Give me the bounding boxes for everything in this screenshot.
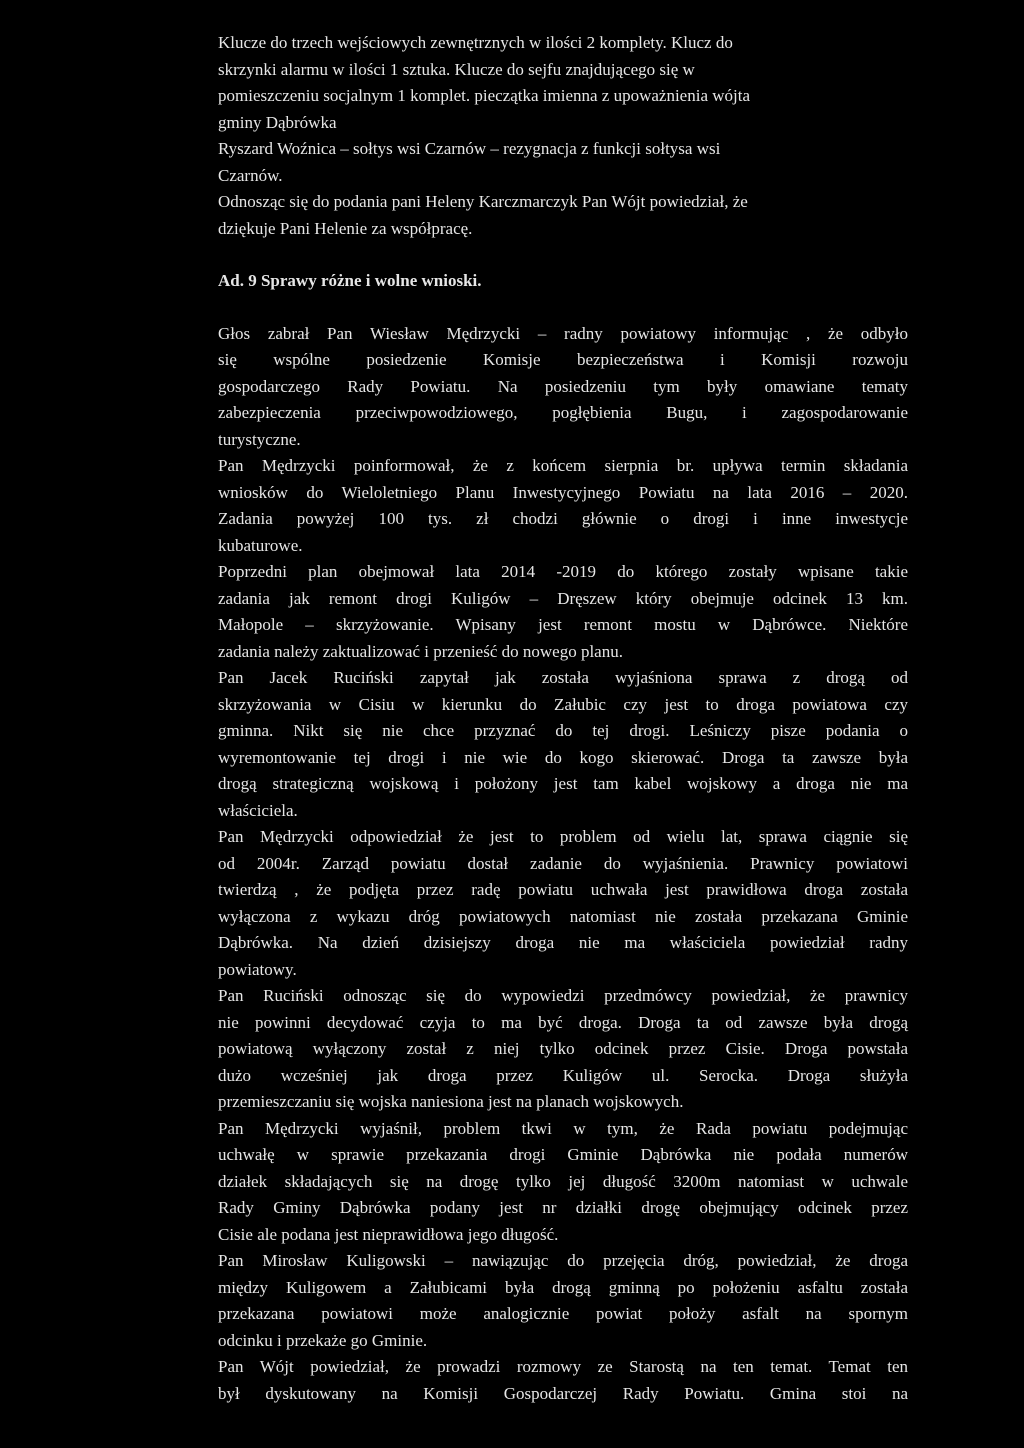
text-line: przekazana powiatowi może analogicznie powiat położy asfalt na spornym bbox=[218, 1304, 908, 1323]
text-line: wyremontowanie tej drogi i nie wie do kogo skierować. Droga ta zawsze była bbox=[218, 747, 908, 767]
text-line: Klucze do trzech wejściowych zewnętrznych w ilości 2 komplety. Klucz do bbox=[218, 33, 733, 52]
text-line: był dyskutowany na Komisji Gospodarczej Rady Powiatu. Gmina stoi na bbox=[218, 1383, 908, 1403]
text-line: od 2004r. Zarząd powiatu dostał zadanie do wyjaśnienia. Prawnicy powiatowi bbox=[218, 853, 908, 873]
text-line: Pan Wójt powiedział, że prowadzi rozmowy ze Starostą na ten temat. Temat ten bbox=[218, 1357, 908, 1376]
text-line: się wspólne posiedzenie Komisje bezpieczeństwa i Komisji rozwoju bbox=[218, 350, 908, 369]
section-heading: Ad. 9 Sprawy różne i wolne wnioski. bbox=[218, 271, 482, 290]
text-line: powiatową wyłączony został z niej tylko odcinek przez Cisie. Droga powstała bbox=[218, 1039, 908, 1058]
text-line: odcinku i przekaże go Gminie. bbox=[218, 1330, 428, 1350]
text-line: Pan Ruciński odnosząc się do wypowiedzi przedmówcy powiedział, że prawnicy bbox=[218, 986, 908, 1005]
text-line: nie powinni decydować czyja to ma być droga. Droga ta od zawsze była drogą bbox=[218, 1012, 908, 1032]
text-line: Pan Mędrzycki wyjaśnił, problem tkwi w tym, że Rada powiatu podejmując bbox=[218, 1118, 908, 1138]
text-line: twierdzą , że podjęta przez radę powiatu uchwała jest prawidłowa droga została bbox=[218, 880, 908, 899]
text-line: Ryszard Woźnica – sołtys wsi Czarnów – rezygnacja z funkcji sołtysa wsi bbox=[218, 139, 721, 158]
text-line: pomieszczeniu socjalnym 1 komplet. pieczątka imienna z upoważnienia wójta bbox=[218, 86, 751, 105]
document-page bbox=[218, 30, 908, 1407]
text-line: powiatowy. bbox=[218, 959, 297, 979]
text-line: drogą strategiczną wojskową i położony jest tam kabel wojskowy a droga nie ma bbox=[218, 774, 908, 793]
text-line: gospodarczego Rady Powiatu. Na posiedzeniu tym były omawiane tematy bbox=[218, 376, 908, 396]
text-line: właściciela. bbox=[218, 800, 298, 820]
text-line: zadania jak remont drogi Kuligów – Dręszew który obejmuje odcinek 13 km. bbox=[218, 588, 908, 608]
text-line: gminna. Nikt się nie chce przyznać do tej drogi. Leśniczy pisze podania o bbox=[218, 721, 908, 740]
text-line: Poprzedni plan obejmował lata 2014 -2019 do którego zostały wpisane takie bbox=[218, 562, 908, 581]
text-line: Głos zabrał Pan Wiesław Mędrzycki – radny powiatowy informując , że odbyło bbox=[218, 323, 908, 343]
text-line: skrzyżowania w Cisiu w kierunku do Załubic czy jest to droga powiatowa czy bbox=[218, 694, 908, 714]
intro-paragraphs bbox=[218, 30, 908, 242]
text-line: Pan Mędrzycki poinformował, że z końcem sierpnia br. upływa termin składania bbox=[218, 456, 908, 475]
text-line: Odnosząc się do podania pani Heleny Karczmarczyk Pan Wójt powiedział, że bbox=[218, 192, 748, 211]
text-line: Pan Mirosław Kuligowski – nawiązując do przejęcia dróg, powiedział, że droga bbox=[218, 1251, 908, 1270]
body-paragraphs bbox=[218, 321, 908, 1408]
text-line: Cisie ale podana jest nieprawidłowa jego długość. bbox=[218, 1224, 559, 1244]
text-line: Czarnów. bbox=[218, 165, 283, 185]
text-line: Dąbrówka. Na dzień dzisiejszy droga nie ma właściciela powiedział radny bbox=[218, 933, 908, 952]
text-line: Rady Gminy Dąbrówka podany jest nr działki drogę obejmujący odcinek przez bbox=[218, 1198, 908, 1217]
text-line: Pan Jacek Ruciński zapytał jak została wyjaśniona sprawa z drogą od bbox=[218, 668, 908, 687]
text-line: Zadania powyżej 100 tys. zł chodzi głównie o drogi i inne inwestycje bbox=[218, 509, 908, 528]
text-line: dużo wcześniej jak droga przez Kuligów ul. Serocka. Droga służyła bbox=[218, 1065, 908, 1085]
text-line: przemieszczaniu się wojska naniesiona jest na planach wojskowych. bbox=[218, 1092, 684, 1111]
text-line: wyłączona z wykazu dróg powiatowych natomiast nie została przekazana Gminie bbox=[218, 906, 908, 926]
text-line: uchwałę w sprawie przekazania drogi Gminie Dąbrówka nie podała numerów bbox=[218, 1145, 908, 1164]
text-line: między Kuligowem a Załubicami była drogą gminną po położeniu asfaltu została bbox=[218, 1277, 908, 1297]
text-line: działek składających się na drogę tylko jej długość 3200m natomiast w uchwale bbox=[218, 1171, 908, 1191]
text-line: skrzynki alarmu w ilości 1 sztuka. Klucze do sejfu znajdującego się w bbox=[218, 59, 695, 79]
text-line: dziękuje Pani Helenie za współpracę. bbox=[218, 218, 473, 238]
text-line: Pan Mędrzycki odpowiedział że jest to problem od wielu lat, sprawa ciągnie się bbox=[218, 827, 908, 846]
text-line: zabezpieczenia przeciwpowodziowego, pogłębienia Bugu, i zagospodarowanie bbox=[218, 403, 908, 422]
text-line: turystyczne. bbox=[218, 429, 301, 449]
text-line: wniosków do Wieloletniego Planu Inwestycyjnego Powiatu na lata 2016 – 2020. bbox=[218, 482, 908, 502]
text-line: zadania należy zaktualizować i przenieść do nowego planu. bbox=[218, 641, 623, 661]
text-line: gminy Dąbrówka bbox=[218, 112, 337, 132]
text-line: kubaturowe. bbox=[218, 535, 303, 555]
text-line: Małopole – skrzyżowanie. Wpisany jest remont mostu w Dąbrówce. Niektóre bbox=[218, 615, 908, 634]
